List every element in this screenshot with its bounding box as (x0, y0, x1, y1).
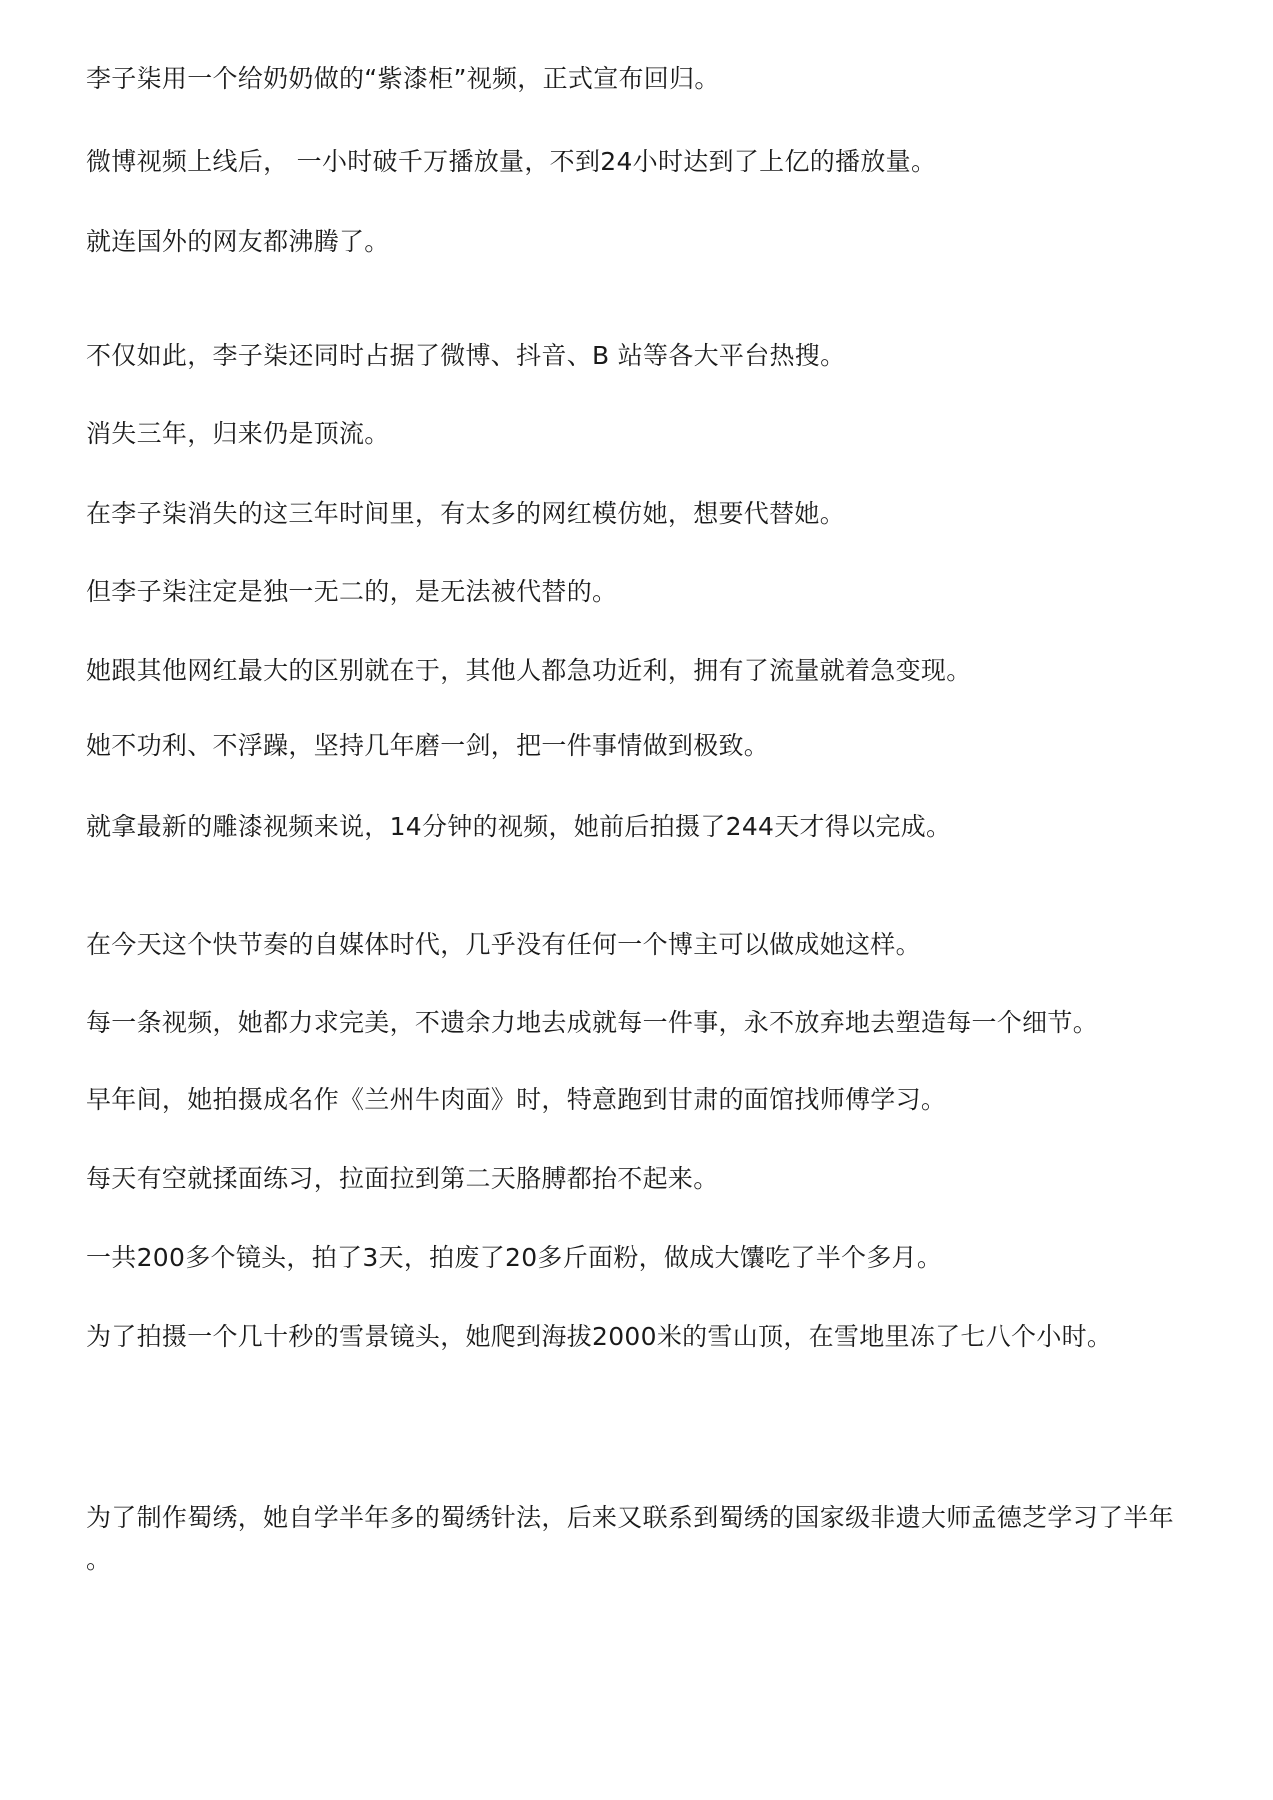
paragraph-3: 就连国外的网友都沸腾了。 (86, 227, 390, 256)
paragraph-13: 早年间，她拍摄成名作《兰州牛肉面》时，特意跑到甘肃的面馆找师傅学习。 (86, 1085, 947, 1114)
paragraph-11: 在今天这个快节奏的自媒体时代，几乎没有任何一个博主可以做成她这样。 (86, 930, 921, 959)
paragraph-9: 她不功利、不浮躁，坚持几年磨一剑，把一件事情做到极致。 (86, 731, 770, 760)
paragraph-8: 她跟其他网红最大的区别就在于，其他人都急功近利，拥有了流量就着急变现。 (86, 656, 972, 685)
paragraph-12: 每一条视频，她都力求完美，不遗余力地去成就每一件事，永不放弃地去塑造每一个细节。 (86, 1008, 1099, 1037)
paragraph-4: 不仅如此，李子柒还同时占据了微博、抖音、B 站等各大平台热搜。 (86, 341, 846, 370)
paragraph-10: 就拿最新的雕漆视频来说，14分钟的视频，她前后拍摄了244天才得以完成。 (86, 812, 952, 841)
paragraph-2: 微博视频上线后， 一小时破千万播放量，不到24小时达到了上亿的播放量。 (86, 147, 937, 176)
paragraph-7: 但李子柒注定是独一无二的，是无法被代替的。 (86, 577, 618, 606)
paragraph-5: 消失三年，归来仍是顶流。 (86, 419, 390, 448)
paragraph-16: 为了拍摄一个几十秒的雪景镜头，她爬到海拔2000米的雪山顶，在雪地里冻了七八个小时。 (86, 1322, 1113, 1351)
paragraph-14: 每天有空就揉面练习，拉面拉到第二天胳膊都抬不起来。 (86, 1164, 719, 1193)
paragraph-1: 李子柒用一个给奶奶做的“紫漆柜”视频，正式宣布回归。 (86, 64, 720, 93)
paragraph-15: 一共200多个镜头，拍了3天，拍废了20多斤面粉，做成大馕吃了半个多月。 (86, 1243, 943, 1272)
paragraph-17: 为了制作蜀绣，她自学半年多的蜀绣针法，后来又联系到蜀绣的国家级非遗大师孟德芝学习了半年 。 (86, 1503, 1174, 1574)
paragraph-6: 在李子柒消失的这三年时间里，有太多的网红模仿她，想要代替她。 (86, 499, 846, 528)
